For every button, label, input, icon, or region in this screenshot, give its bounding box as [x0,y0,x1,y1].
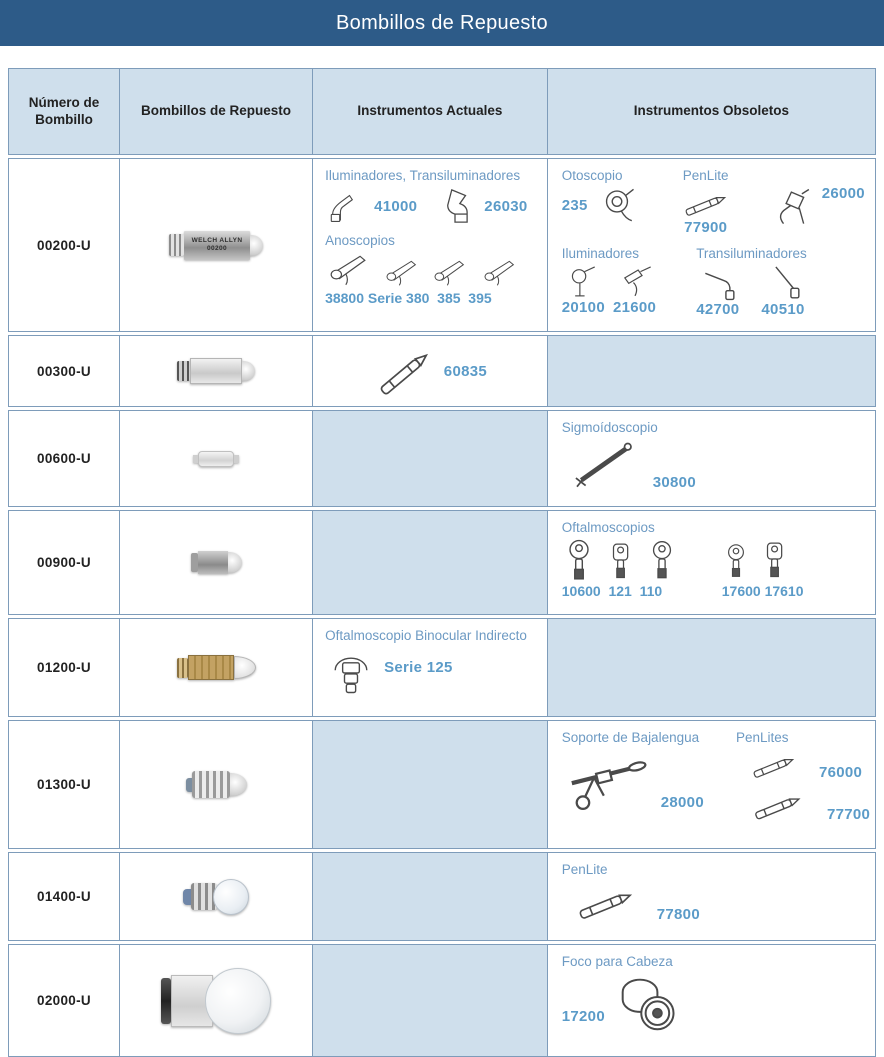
ophthalmoscope-icon [646,537,678,581]
transilluminator-rod-icon [762,263,804,301]
bulb-print-model: 00200 [206,245,228,252]
obsoletos-cell [547,159,875,331]
table-row [8,720,876,849]
bulb-image-cell [119,619,312,716]
illuminator-tip-icon [325,186,367,226]
obsoletos-cell [547,945,875,1056]
illuminator-icon [564,263,602,299]
bulb-01200-image [177,655,256,680]
bulb-01400-image [183,879,249,915]
ophthalmoscope-codes: 10600 121 110 [561,583,663,599]
bulb-image-cell [119,336,312,406]
group-label: Anoscopios [325,233,395,248]
bulb-number: 00600-U [37,451,91,466]
header-bombillos: Bombillos de Repuesto [119,69,312,154]
header-actuales: Instrumentos Actuales [312,69,547,154]
actuales-cell [312,336,547,406]
group-label: Foco para Cabeza [561,954,673,969]
penlight-icon [665,185,747,219]
group-label: Soporte de Bajalengua [561,730,700,745]
bulb-image-cell [119,945,312,1056]
obsoletos-cell [547,853,875,940]
table-row [8,618,876,717]
penlight-icon [736,785,820,823]
actuales-cell-empty [312,945,547,1056]
bulb-00900-image [191,551,242,574]
item-code: 20100 [561,299,605,316]
group-label: Oftalmoscopio Binocular Indirecto [325,628,527,643]
anoscope-codes: 38800 Serie 380 385 395 [325,290,492,306]
obsoletos-cell [547,411,875,506]
group-label: Oftalmoscopios [561,520,655,535]
table-row [8,158,876,332]
sigmoidoscope-icon [562,437,646,491]
item-code: 21600 [612,299,657,316]
ophthalmoscope-icon [760,537,790,581]
bulb-number: 02000-U [37,993,91,1008]
item-code: 60835 [443,362,488,380]
header-numero: Número de Bombillo [9,69,119,154]
bulb-number: 01300-U [37,777,91,792]
table-row [8,410,876,507]
item-code: 76000 [818,764,863,781]
ophthalmoscope-icon [606,539,636,581]
bulb-image-cell [119,853,312,940]
bulb-reference-table [8,68,876,1057]
ophthalmoscope-codes: 17600 17610 [721,583,804,599]
group-label: PenLite [682,168,729,183]
binocular-ophthalmoscope-icon [325,645,377,701]
anoscope-icon [325,250,373,288]
table-row [8,944,876,1057]
bulb-print-brand: WELCH ALLYN [191,237,243,245]
tongue-blade-holder-icon [562,747,654,811]
title-bar [0,0,884,46]
penlight-icon [562,879,650,923]
obsoletos-cell-empty [547,336,875,406]
item-code: 28000 [660,794,704,811]
obsoletos-cell [547,511,875,614]
wall-illuminator-icon [773,185,815,229]
page-title: Bombillos de Repuesto [336,11,548,34]
obsoletos-cell-empty [547,619,875,716]
ophthalmoscope-icon [722,539,750,581]
item-code: 235 [561,196,588,214]
bulb-image-cell [119,411,312,506]
actuales-cell-empty [312,511,547,614]
item-code: 17200 [561,1008,605,1025]
bulb-image-cell [119,721,312,848]
item-code: 42700 [696,301,740,318]
bulb-number: 00900-U [37,555,91,570]
item-code: 77700 [826,806,871,823]
group-label: Sigmoídoscopio [561,420,658,435]
actuales-cell [312,619,547,716]
bulb-00200-image [169,231,263,260]
bulb-number: 01200-U [37,660,91,675]
group-label: Otoscopio [561,168,623,183]
penlight-icon [736,747,812,781]
illuminator-icon [615,263,655,299]
ophthalmoscope-icon [562,537,596,581]
actuales-cell-empty [312,853,547,940]
table-header-row [8,68,876,155]
anoscope-icon [479,256,521,288]
bulb-01300-image [186,771,247,798]
bulb-image-cell [119,511,312,614]
item-code: Serie 125 [384,659,453,676]
item-code: 30800 [652,474,696,491]
bulb-image-cell [119,159,312,331]
actuales-cell [312,159,547,331]
bulb-number: 01400-U [37,889,91,904]
item-code: 40510 [761,301,805,318]
bulb-00600-image [193,451,239,467]
group-label: Transiluminadores [696,246,807,261]
obsoletos-cell [547,721,875,848]
item-code: 77900 [684,219,728,236]
group-label: Iluminadores [561,246,640,261]
transilluminator-rod-icon [697,263,739,301]
bulb-number: 00300-U [37,363,91,379]
header-obsoletos: Instrumentos Obsoletos [547,69,875,154]
group-label: Iluminadores, Transiluminadores [325,168,521,183]
item-code: 26000 [821,185,865,202]
transilluminator-icon [433,185,477,227]
bulb-number: 00200-U [37,237,91,253]
table-row [8,335,876,407]
otoscope-icon [595,185,639,225]
group-label: PenLite [561,862,608,877]
table-row [8,852,876,941]
actuales-cell-empty [312,721,547,848]
actuales-cell-empty [312,411,547,506]
item-code: 77800 [656,906,700,923]
illuminator-handle-icon [373,345,437,397]
table-row [8,510,876,615]
bulb-00300-image [177,358,255,384]
anoscope-icon [431,256,469,288]
anoscope-icon [383,256,421,288]
group-label: PenLites [735,730,789,745]
item-code: 41000 [374,197,418,215]
item-code: 26030 [484,197,528,215]
